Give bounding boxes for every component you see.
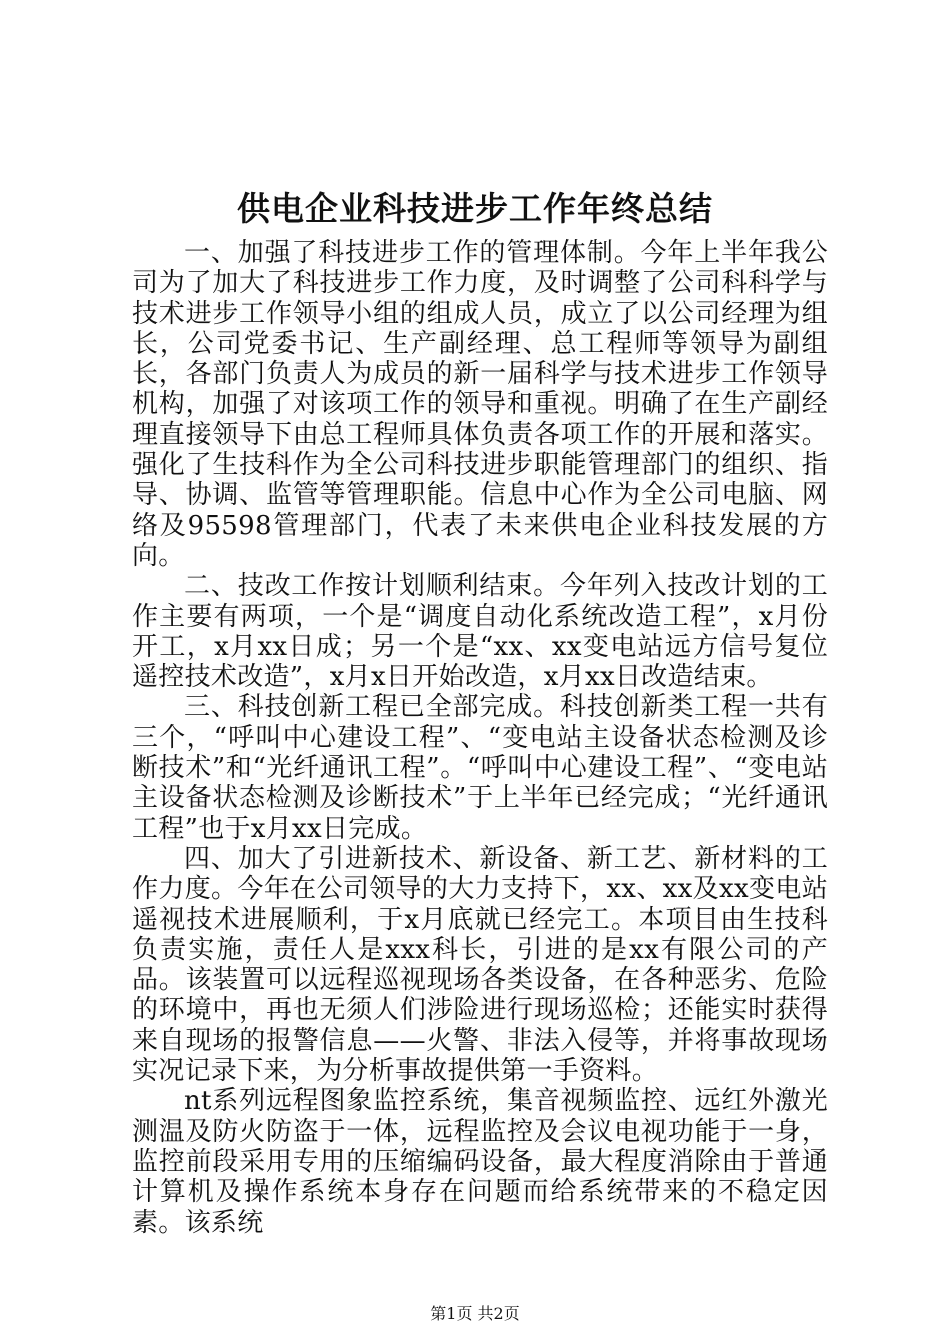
document-body xyxy=(132,238,828,1238)
paragraph-4: 四、加大了引进新技术、新设备、新工艺、新材料的工作力度。今年在公司领导的大力支持下，xx、xx及xx变电站遥视技术进展顺利，于x月底就已经完工。本项目由生技科负责实施，责任人是xxx科长，引进的是xx有限公司的产品。该装置可以远程巡视现场各类设备，在各种恶劣、危险的环境中，再也无须人们涉险进行现场巡检；还能实时获得来自现场的报警信息——火警、非法入侵等，并将事故现场实况记录下来，为分析事故提供第一手资料。 xyxy=(132,843,828,1087)
paragraph-3: 三、科技创新工程已全部完成。科技创新类工程一共有三个，“呼叫中心建设工程”、“变电站主设备状态检测及诊断技术”和“光纤通讯工程”。“呼叫中心建设工程”、“变电站主设备状态检测及诊断技术”于上半年已经完成；“光纤通讯工程”也于x月xx日完成。 xyxy=(132,692,828,844)
paragraph-5: nt系列远程图象监控系统，集音视频监控、远红外激光测温及防火防盗于一体，远程监控及会议电视功能于一身，监控前段采用专用的压缩编码设备，最大程度消除由于普通计算机及操作系统本身存在问题而给系统带来的不稳定因素。该系统 xyxy=(132,1086,828,1238)
paragraph-2: 二、技改工作按计划顺利结束。今年列入技改计划的工作主要有两项，一个是“调度自动化系统改造工程”，x月份开工，x月xx日成；另一个是“xx、xx变电站远方信号复位遥控技术改造”，x月x日开始改造，x月xx日改造结束。 xyxy=(132,571,828,693)
document-title: 供电企业科技进步工作年终总结 xyxy=(237,189,713,228)
paragraph-1: 一、加强了科技进步工作的管理体制。今年上半年我公司为了加大了科技进步工作力度，及时调整了公司科科学与技术进步工作领导小组的组成人员，成立了以公司经理为组长，公司党委书记、生产副经理、总工程师等领导为副组长，各部门负责人为成员的新一届科学与技术进步工作领导机构，加强了对该项工作的领导和重视。明确了在生产副经理直接领导下由总工程师具体负责各项工作的开展和落实。强化了生技科作为全公司科技进步职能管理部门的组织、指导、协调、监管等管理职能。信息中心作为全公司电脑、网络及95598管理部门，代表了未来供电企业科技发展的方向。 xyxy=(132,238,828,571)
page-footer: 第1页 共2页 xyxy=(430,1304,520,1323)
